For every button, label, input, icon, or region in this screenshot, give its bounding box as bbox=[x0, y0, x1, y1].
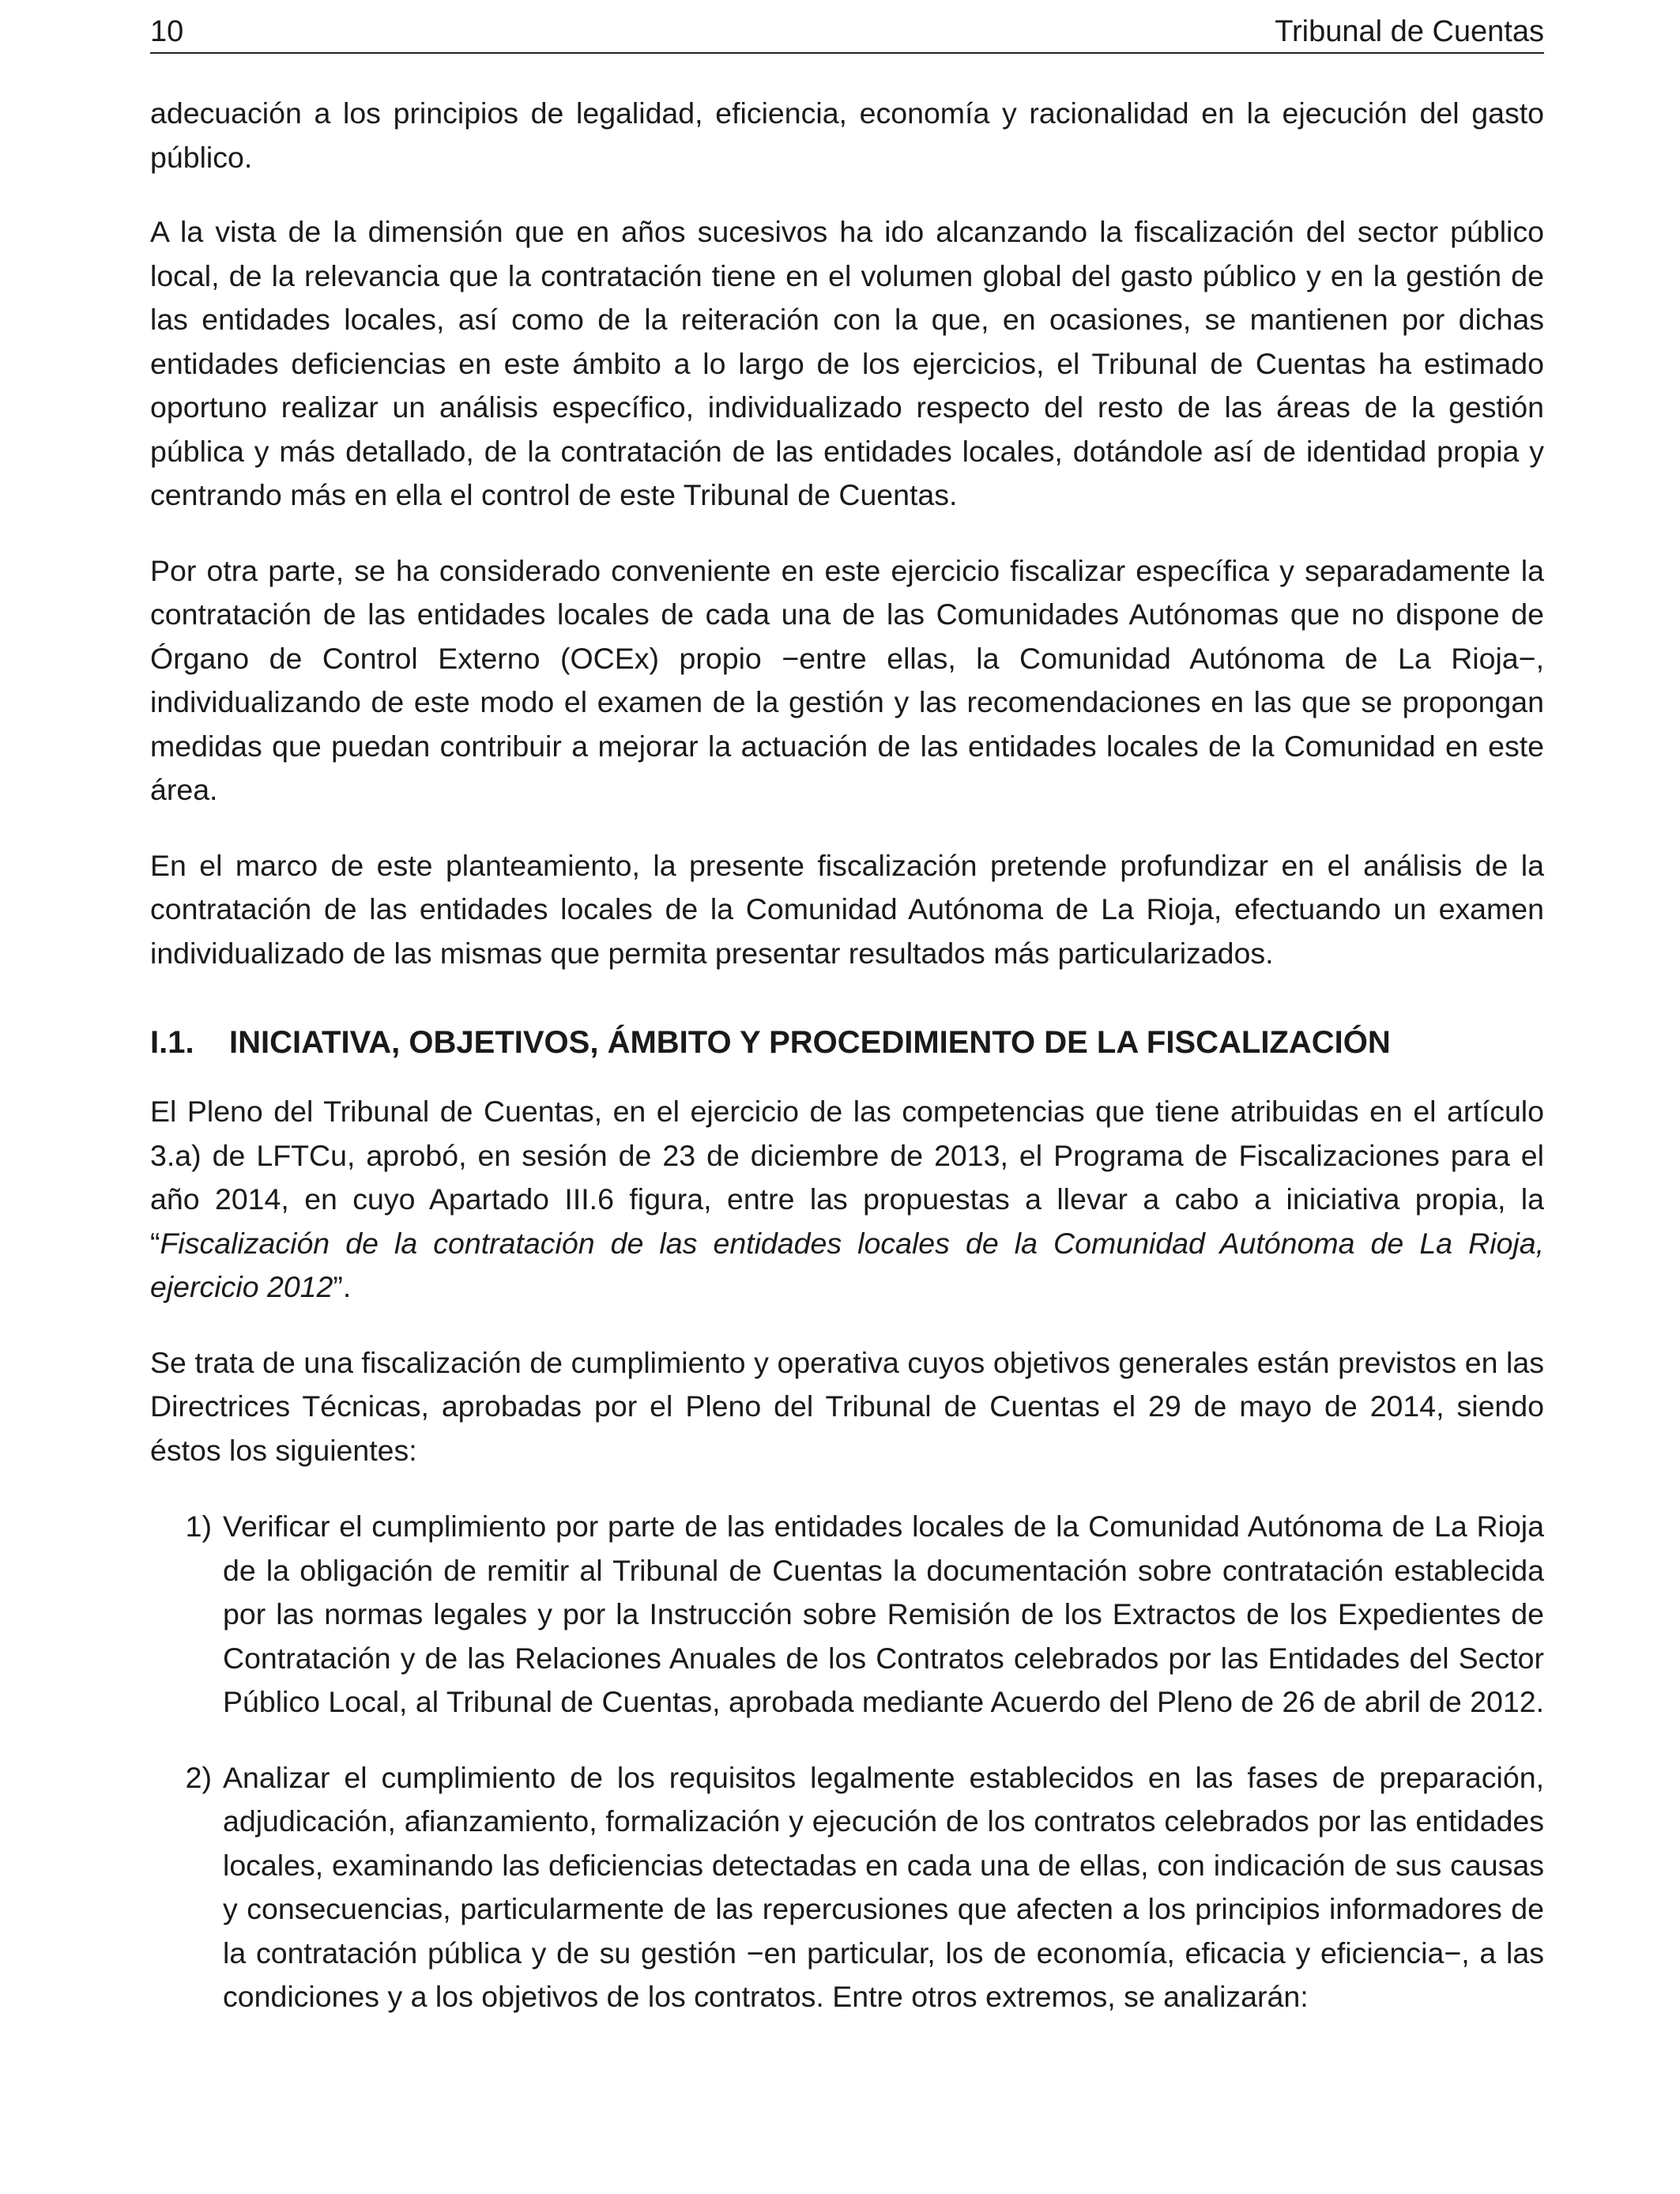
list-item bbox=[150, 1756, 1544, 2019]
paragraph-intro-continuation: adecuación a los principios de legalidad, eficiencia, economía y racionalidad en la ejecución del gasto público. bbox=[150, 96, 1544, 174]
paragraph-framework: En el marco de este planteamiento, la presente fiscalización pretende profundizar en el análisis de la contratación de las entidades locales de la Comunidad Autónoma de La Rioja, efectuando un examen individualizado de las mismas que permita presentar resultados más particularizados. bbox=[150, 848, 1544, 970]
list-item bbox=[150, 1505, 1544, 1725]
paragraph-objectives-intro: Se trata de una fiscalización de cumplimiento y operativa cuyos objetivos generales están previstos en las Directrices Técnicas, aprobadas por el Pleno del Tribunal de Cuentas el 29 de mayo de 2014, siendo éstos los siguientes: bbox=[150, 1345, 1544, 1467]
list-item-number: 1) bbox=[185, 1510, 212, 1543]
initiative-text-end: ”. bbox=[333, 1270, 352, 1303]
objectives-list bbox=[150, 1505, 1544, 2019]
list-item-number: 2) bbox=[185, 1760, 212, 1794]
section-title: INICIATIVA, OBJETIVOS, ÁMBITO Y PROCEDIMIENTO DE LA FISCALIZACIÓN bbox=[229, 1025, 1391, 1060]
section-heading bbox=[150, 1022, 1544, 1063]
body-text bbox=[150, 92, 1544, 2019]
paragraph-separate-audit: Por otra parte, se ha considerado conveniente en este ejercicio fiscalizar específica y separadamente la contratación de las entidades locales de cada una de las Comunidades Autónomas que no dispone de Órgano de Control Externo (OCEx) propio −entre ellas, la Comunidad Autónoma de La Rioja−, individualizando de este modo el examen de la gestión y las recomendaciones en las que se propongan medidas que puedan contribuir a mejorar la actuación de las entidades locales de la Comunidad en este área. bbox=[150, 553, 1544, 806]
audit-title-quote: Fiscalización de la contratación de las entidades locales de la Comunidad Autónoma de La Rioja, ejercicio 2012 bbox=[150, 1226, 1544, 1303]
header-title: Tribunal de Cuentas bbox=[1275, 15, 1544, 48]
initiative-text: El Pleno del Tribunal de Cuentas, en el ejercicio de las competencias que tiene atribuidas en el artículo 3.a) de LFTCu, aprobó, en sesión de 23 de diciembre de 2013, el Programa de Fiscalizaciones para el año 2014, en cuyo Apartado III.6 figura, entre las propuestas a llevar a cabo a iniciativa propia, la “ bbox=[150, 1095, 1544, 1260]
paragraph-initiative bbox=[150, 1090, 1544, 1310]
running-header bbox=[150, 13, 1544, 54]
section-number: I.1. bbox=[150, 1025, 194, 1060]
list-item-text: Analizar el cumplimiento de los requisitos legalmente establecidos en las fases de preparación, adjudicación, afianzamiento, formalización y ejecución de los contratos celebrados por las entidades locales, examinando las deficiencias detectadas en cada una de ellas, con indicación de sus causas y consecuencias, particularmente de las repercusiones que afecten a los principios informadores de la contratación pública y de su gestión −en particular, los de economía, eficacia y eficiencia−, a las condiciones y a los objetivos de los contratos. Entre otros extremos, se analizarán: bbox=[223, 1760, 1544, 2013]
paragraph-context: A la vista de la dimensión que en años sucesivos ha ido alcanzando la fiscalización del sector público local, de la relevancia que la contratación tiene en el volumen global del gasto público y en la gestión de las entidades locales, así como de la reiteración con la que, en ocasiones, se mantienen por dichas entidades deficiencias en este ámbito a lo largo de los ejercicios, el Tribunal de Cuentas ha estimado oportuno realizar un análisis específico, individualizado respecto del resto de las áreas de la gestión pública y más detallado, de la contratación de las entidades locales, dotándole así de identidad propia y centrando más en ella el control de este Tribunal de Cuentas. bbox=[150, 215, 1544, 511]
list-item-text: Verificar el cumplimiento por parte de las entidades locales de la Comunidad Autónoma de La Rioja de la obligación de remitir al Tribunal de Cuentas la documentación sobre contratación establecida por las normas legales y por la Instrucción sobre Remisión de los Extractos de los Expedientes de Contratación y de las Relaciones Anuales de los Contratos celebrados por las Entidades del Sector Público Local, al Tribunal de Cuentas, aprobada mediante Acuerdo del Pleno de 26 de abril de 2012. bbox=[223, 1510, 1545, 1718]
page-number: 10 bbox=[150, 15, 184, 48]
